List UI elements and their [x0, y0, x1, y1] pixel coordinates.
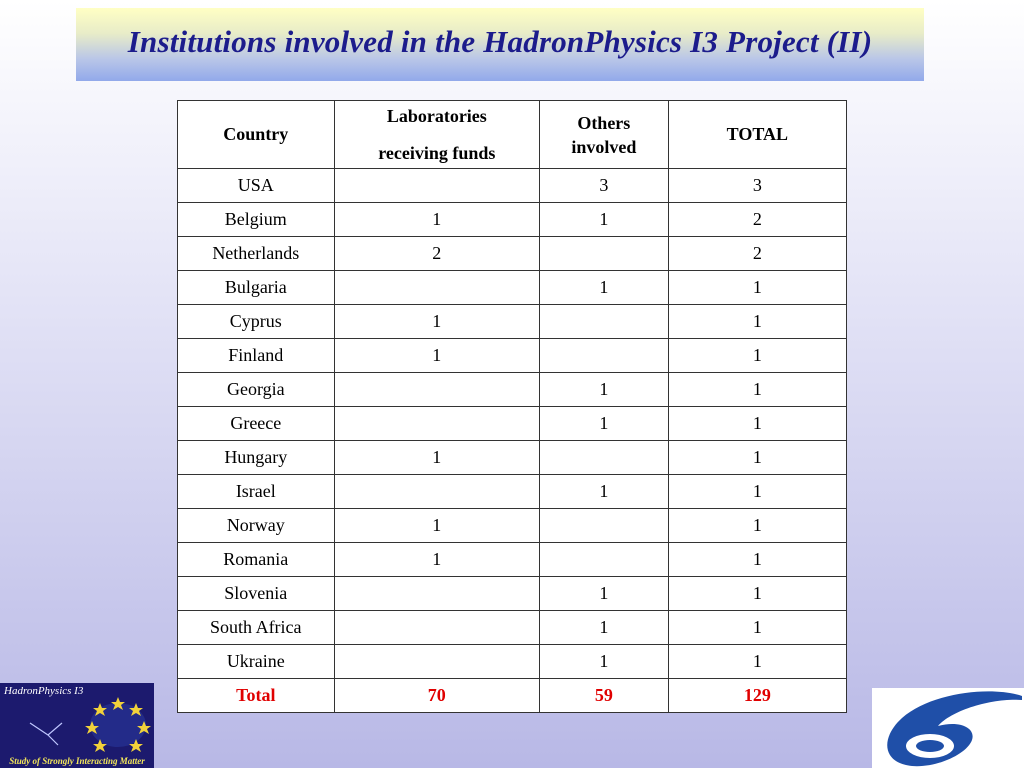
table-row	[178, 373, 847, 407]
cell-others	[540, 339, 669, 373]
cell-labs	[334, 373, 539, 407]
cell-others: 1	[540, 611, 669, 645]
slide-title: Institutions involved in the HadronPhysics I3 Project (II)	[127, 23, 873, 59]
logo-left-subtitle: Study of Strongly Interacting Matter	[9, 756, 145, 766]
cell-others	[540, 237, 669, 271]
table-row	[178, 577, 847, 611]
total-row	[178, 679, 847, 713]
title-banner	[76, 8, 924, 81]
cell-labs: 1	[334, 441, 539, 475]
cell-others: 1	[540, 271, 669, 305]
cell-others	[540, 543, 669, 577]
cell-labs	[334, 271, 539, 305]
cell-total: 1	[668, 373, 846, 407]
cell-labs	[334, 611, 539, 645]
header-total: TOTAL	[668, 101, 846, 169]
fp6-logo-icon	[872, 688, 1024, 768]
header-others-line1: Others	[577, 112, 631, 133]
cell-total: 2	[668, 237, 846, 271]
table-row	[178, 169, 847, 203]
cell-labs: 1	[334, 543, 539, 577]
cell-total: 3	[668, 169, 846, 203]
header-laboratories	[334, 101, 539, 169]
cell-others	[540, 441, 669, 475]
total-total: 129	[668, 679, 846, 713]
cell-country: South Africa	[178, 611, 335, 645]
table-row	[178, 475, 847, 509]
institutions-table	[177, 100, 847, 713]
table-row	[178, 203, 847, 237]
header-labs-line1: Laboratories	[386, 105, 487, 126]
cell-country: Cyprus	[178, 305, 335, 339]
cell-others: 1	[540, 577, 669, 611]
cell-total: 1	[668, 543, 846, 577]
cell-total: 1	[668, 577, 846, 611]
cell-total: 1	[668, 509, 846, 543]
cell-total: 2	[668, 203, 846, 237]
table-header-row	[178, 101, 847, 169]
cell-country: Slovenia	[178, 577, 335, 611]
cell-country: Netherlands	[178, 237, 335, 271]
cell-country: Greece	[178, 407, 335, 441]
cell-country: Israel	[178, 475, 335, 509]
table-row	[178, 271, 847, 305]
cell-labs: 1	[334, 203, 539, 237]
cell-country: Belgium	[178, 203, 335, 237]
cell-labs: 1	[334, 509, 539, 543]
cell-labs: 1	[334, 305, 539, 339]
cell-total: 1	[668, 339, 846, 373]
table-row	[178, 509, 847, 543]
cell-labs: 1	[334, 339, 539, 373]
total-others: 59	[540, 679, 669, 713]
logo-left-title: HadronPhysics I3	[4, 685, 84, 697]
table-row	[178, 611, 847, 645]
cell-total: 1	[668, 271, 846, 305]
header-country: Country	[178, 101, 335, 169]
fp6-logo	[872, 688, 1024, 768]
cell-country: Hungary	[178, 441, 335, 475]
cell-labs: 2	[334, 237, 539, 271]
cell-labs	[334, 577, 539, 611]
cell-others: 3	[540, 169, 669, 203]
cell-country: Ukraine	[178, 645, 335, 679]
cell-others	[540, 509, 669, 543]
cell-others: 1	[540, 203, 669, 237]
table-row	[178, 645, 847, 679]
cell-others: 1	[540, 373, 669, 407]
cell-labs	[334, 475, 539, 509]
cell-others	[540, 305, 669, 339]
cell-total: 1	[668, 611, 846, 645]
cell-labs	[334, 645, 539, 679]
table-row	[178, 305, 847, 339]
header-others-line2: involved	[571, 136, 637, 157]
table-row	[178, 237, 847, 271]
table-row	[178, 543, 847, 577]
cell-country: Romania	[178, 543, 335, 577]
cell-others: 1	[540, 475, 669, 509]
cell-country: Georgia	[178, 373, 335, 407]
cell-total: 1	[668, 441, 846, 475]
hadronphysics-logo	[0, 683, 154, 768]
cell-labs	[334, 169, 539, 203]
cell-total: 1	[668, 475, 846, 509]
cell-others: 1	[540, 645, 669, 679]
total-label: Total	[178, 679, 335, 713]
cell-country: Bulgaria	[178, 271, 335, 305]
cell-country: USA	[178, 169, 335, 203]
header-others	[540, 101, 669, 169]
cell-country: Norway	[178, 509, 335, 543]
table-row	[178, 339, 847, 373]
cell-total: 1	[668, 305, 846, 339]
cell-total: 1	[668, 407, 846, 441]
header-labs-line2: receiving funds	[378, 142, 496, 163]
cell-others: 1	[540, 407, 669, 441]
cell-country: Finland	[178, 339, 335, 373]
total-labs: 70	[334, 679, 539, 713]
table-row	[178, 441, 847, 475]
cell-total: 1	[668, 645, 846, 679]
cell-labs	[334, 407, 539, 441]
table-row	[178, 407, 847, 441]
